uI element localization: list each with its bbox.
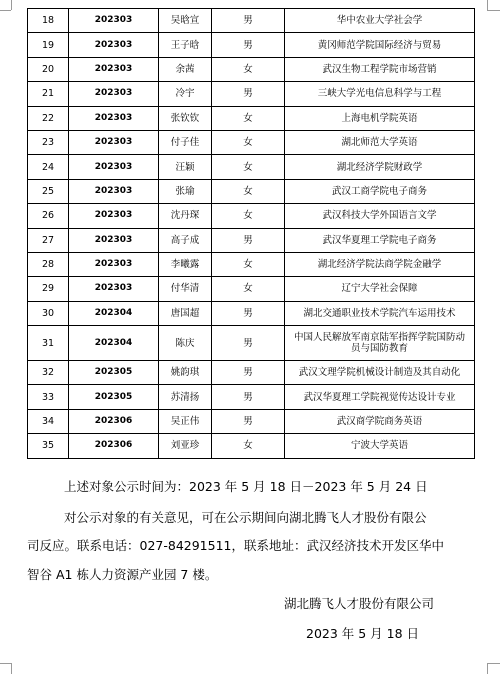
row-number-cell: 26	[28, 204, 69, 228]
feedback-text-line-1: 对公示对象的有关意见，可在公示期间向湖北腾飞人才股份有限公	[64, 510, 427, 525]
school-major-cell: 中国人民解放军南京陆军指挥学院国防动员与国防教育	[285, 326, 475, 361]
gender-cell: 女	[212, 106, 285, 130]
position-code-cell: 202303	[69, 9, 159, 33]
row-number-cell: 35	[28, 434, 69, 458]
gender-cell: 女	[212, 130, 285, 154]
crop-mark-bottom-right-v	[487, 663, 488, 674]
row-number-cell: 30	[28, 301, 69, 325]
position-code-cell: 202303	[69, 155, 159, 179]
position-code-cell: 202305	[69, 361, 159, 385]
signature-date: 2023 年 5 月 18 日	[306, 626, 420, 641]
position-code-cell: 202303	[69, 57, 159, 81]
position-code-cell: 202304	[69, 326, 159, 361]
row-number-cell: 18	[28, 9, 69, 33]
candidate-name-cell: 吴正伟	[159, 409, 212, 433]
gender-cell: 男	[212, 385, 285, 409]
company-signature: 湖北腾飞人才股份有限公司	[284, 596, 435, 611]
school-major-cell: 武汉华夏理工学院视觉传达设计专业	[285, 385, 475, 409]
gender-cell: 男	[212, 33, 285, 57]
school-major-cell: 宁波大学英语	[285, 434, 475, 458]
row-number-cell: 21	[28, 82, 69, 106]
gender-cell: 女	[212, 155, 285, 179]
candidate-name-cell: 苏清扬	[159, 385, 212, 409]
candidate-name-cell: 张瑜	[159, 179, 212, 203]
table-row	[28, 179, 475, 203]
row-number-cell: 28	[28, 252, 69, 276]
publicity-period-text: 上述对象公示时间为：2023 年 5 月 18 日－2023 年 5 月 24 日	[64, 479, 428, 494]
position-code-cell: 202303	[69, 106, 159, 130]
table-row	[28, 130, 475, 154]
crop-mark-top-left-h	[0, 10, 11, 11]
school-major-cell: 华中农业大学社会学	[285, 9, 475, 33]
gender-cell: 女	[212, 57, 285, 81]
crop-mark-bottom-left-h	[0, 663, 11, 664]
school-major-cell: 武汉华夏理工学院电子商务	[285, 228, 475, 252]
candidate-name-cell: 李曦露	[159, 252, 212, 276]
school-major-cell: 武汉商学院商务英语	[285, 409, 475, 433]
gender-cell: 男	[212, 361, 285, 385]
candidate-name-cell: 姚韵琪	[159, 361, 212, 385]
school-major-cell: 武汉文理学院机械设计制造及其自动化	[285, 361, 475, 385]
candidate-name-cell: 付子佳	[159, 130, 212, 154]
row-number-cell: 22	[28, 106, 69, 130]
school-major-cell: 武汉科技大学外国语言文学	[285, 204, 475, 228]
gender-cell: 男	[212, 82, 285, 106]
row-number-cell: 31	[28, 326, 69, 361]
row-number-cell: 24	[28, 155, 69, 179]
position-code-cell: 202306	[69, 434, 159, 458]
candidate-name-cell: 刘亚珍	[159, 434, 212, 458]
feedback-text-line-2: 司反应。联系电话：027-84291511，联系地址：武汉经济技术开发区华中	[27, 538, 444, 553]
table-row	[28, 155, 475, 179]
school-major-cell: 湖北经济学院财政学	[285, 155, 475, 179]
feedback-text-line-3: 智谷 A1 栋人力资源产业园 7 楼。	[27, 567, 218, 582]
school-major-cell: 湖北师范大学英语	[285, 130, 475, 154]
position-code-cell: 202303	[69, 228, 159, 252]
table-row	[28, 409, 475, 433]
table-row	[28, 57, 475, 81]
table-row	[28, 326, 475, 361]
crop-mark-bottom-right-h	[487, 663, 500, 664]
table-row	[28, 228, 475, 252]
position-code-cell: 202303	[69, 179, 159, 203]
school-major-cell: 上海电机学院英语	[285, 106, 475, 130]
school-major-cell: 武汉工商学院电子商务	[285, 179, 475, 203]
school-major-cell: 武汉生物工程学院市场营销	[285, 57, 475, 81]
candidate-name-cell: 王子晗	[159, 33, 212, 57]
candidate-name-cell: 余茜	[159, 57, 212, 81]
gender-cell: 女	[212, 179, 285, 203]
crop-mark-bottom-left-v	[11, 663, 12, 674]
crop-mark-top-right-v	[487, 0, 488, 10]
table-row	[28, 301, 475, 325]
school-major-cell: 湖北经济学院法商学院金融学	[285, 252, 475, 276]
position-code-cell: 202305	[69, 385, 159, 409]
table-row	[28, 33, 475, 57]
candidate-name-cell: 唐国超	[159, 301, 212, 325]
position-code-cell: 202303	[69, 204, 159, 228]
table-row	[28, 82, 475, 106]
school-major-cell: 湖北交通职业技术学院汽车运用技术	[285, 301, 475, 325]
table-row	[28, 204, 475, 228]
row-number-cell: 23	[28, 130, 69, 154]
row-number-cell: 20	[28, 57, 69, 81]
row-number-cell: 29	[28, 277, 69, 301]
row-number-cell: 19	[28, 33, 69, 57]
position-code-cell: 202303	[69, 130, 159, 154]
candidate-name-cell: 高子成	[159, 228, 212, 252]
position-code-cell: 202303	[69, 82, 159, 106]
table-row	[28, 252, 475, 276]
row-number-cell: 27	[28, 228, 69, 252]
candidate-name-cell: 冷宇	[159, 82, 212, 106]
table-row	[28, 385, 475, 409]
row-number-cell: 33	[28, 385, 69, 409]
position-code-cell: 202303	[69, 277, 159, 301]
gender-cell: 男	[212, 9, 285, 33]
gender-cell: 男	[212, 301, 285, 325]
row-number-cell: 34	[28, 409, 69, 433]
position-code-cell: 202304	[69, 301, 159, 325]
candidate-table	[27, 8, 475, 459]
table-row	[28, 106, 475, 130]
school-major-cell: 黄冈师范学院国际经济与贸易	[285, 33, 475, 57]
row-number-cell: 32	[28, 361, 69, 385]
crop-mark-top-right-h	[487, 10, 500, 11]
gender-cell: 男	[212, 326, 285, 361]
position-code-cell: 202303	[69, 33, 159, 57]
crop-mark-top-left-v	[11, 0, 12, 10]
table-row	[28, 434, 475, 458]
candidate-name-cell: 陈庆	[159, 326, 212, 361]
candidate-table-container	[27, 8, 474, 459]
row-number-cell: 25	[28, 179, 69, 203]
candidate-name-cell: 吴晗宣	[159, 9, 212, 33]
position-code-cell: 202306	[69, 409, 159, 433]
school-major-cell: 三峡大学光电信息科学与工程	[285, 82, 475, 106]
gender-cell: 女	[212, 252, 285, 276]
gender-cell: 男	[212, 228, 285, 252]
candidate-table-body	[28, 9, 475, 459]
candidate-name-cell: 张钦钦	[159, 106, 212, 130]
table-row	[28, 277, 475, 301]
gender-cell: 男	[212, 409, 285, 433]
school-major-cell: 辽宁大学社会保障	[285, 277, 475, 301]
gender-cell: 女	[212, 434, 285, 458]
table-row	[28, 9, 475, 33]
table-row	[28, 361, 475, 385]
position-code-cell: 202303	[69, 252, 159, 276]
candidate-name-cell: 付华清	[159, 277, 212, 301]
candidate-name-cell: 沈丹琛	[159, 204, 212, 228]
gender-cell: 女	[212, 204, 285, 228]
candidate-name-cell: 汪颖	[159, 155, 212, 179]
gender-cell: 女	[212, 277, 285, 301]
